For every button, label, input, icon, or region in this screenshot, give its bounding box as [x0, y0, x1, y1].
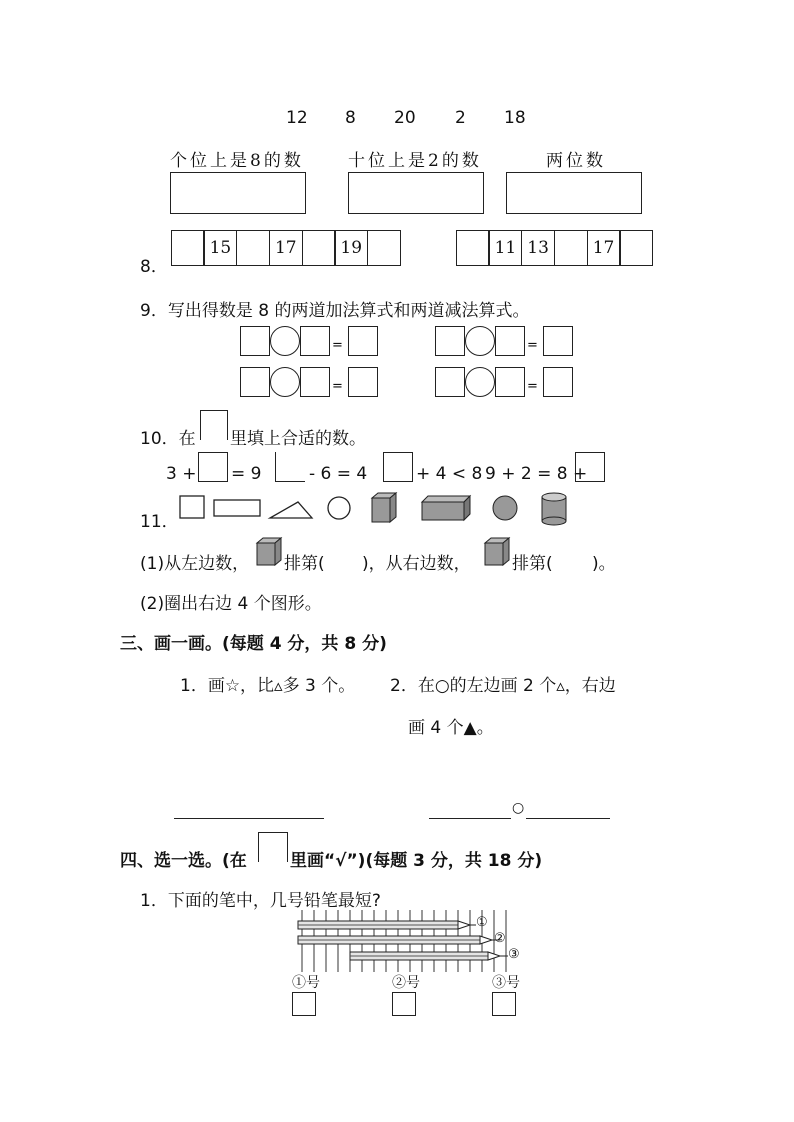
- operator-circle[interactable]: [465, 326, 495, 356]
- number-item: 20: [394, 108, 416, 128]
- cube-shape: [372, 493, 396, 522]
- sequence-cell: 17: [587, 230, 621, 266]
- circle-mark: ○: [512, 800, 525, 816]
- section3-item1: 1．画☆，比▵多 3 个。: [180, 676, 356, 696]
- number-item: 12: [286, 108, 308, 128]
- sphere-shape: [493, 496, 517, 520]
- answer-box[interactable]: [575, 452, 605, 482]
- category-answer-box[interactable]: [170, 172, 306, 214]
- pencil-label: ③: [508, 947, 520, 962]
- answer-box[interactable]: [198, 452, 228, 482]
- operand-box[interactable]: [240, 326, 270, 356]
- equals-sign: =: [527, 379, 538, 394]
- sequence-cell[interactable]: [367, 230, 401, 266]
- eq2-right: - 6 = 4: [309, 464, 368, 484]
- q11-part1-c: )，从右边数，: [362, 554, 471, 574]
- sequence-cell: 15: [203, 230, 237, 266]
- shapes-row: [176, 490, 536, 526]
- cube-icon: [254, 536, 284, 566]
- sequence-cell: 11: [488, 230, 522, 266]
- q11-part2: (2)圈出右边 4 个图形。: [140, 594, 322, 614]
- operator-circle[interactable]: [270, 326, 300, 356]
- section4-q1: 1．下面的笔中，几号铅笔最短?: [140, 891, 381, 911]
- eq1-right: = 9: [231, 464, 262, 484]
- operator-circle[interactable]: [270, 367, 300, 397]
- square-shape: [180, 496, 204, 518]
- option-checkbox-3[interactable]: [492, 992, 516, 1016]
- q11-part1-a: (1)从左边数，: [140, 554, 250, 574]
- q8-label: 8．: [140, 257, 168, 277]
- q11-part1-e: )。: [592, 554, 616, 574]
- option-label: ③号: [492, 975, 520, 991]
- category-label: 两位数: [546, 151, 606, 171]
- result-box[interactable]: [543, 326, 573, 356]
- q11-part1-b: 排第(: [284, 554, 325, 574]
- result-box[interactable]: [543, 367, 573, 397]
- circle-shape: [328, 497, 350, 519]
- sequence-cell[interactable]: [236, 230, 270, 266]
- result-box[interactable]: [348, 326, 378, 356]
- operand-box[interactable]: [240, 367, 270, 397]
- q10-prefix: 10．在: [140, 429, 196, 449]
- checkbox-icon: [258, 832, 288, 862]
- operand-box[interactable]: [495, 367, 525, 397]
- eq1-left: 3 +: [166, 464, 197, 484]
- number-item: 18: [504, 108, 526, 128]
- cube-icon: [482, 536, 512, 566]
- option-checkbox-1[interactable]: [292, 992, 316, 1016]
- section3-title: 三、画一画。(每题 4 分，共 8 分): [120, 634, 387, 654]
- triangle-shape: [270, 502, 312, 518]
- option-label: ①号: [292, 975, 320, 991]
- rectangle-shape: [214, 500, 260, 516]
- number-item: 2: [455, 108, 466, 128]
- answer-box[interactable]: [383, 452, 413, 482]
- category-answer-box[interactable]: [348, 172, 484, 214]
- sequence-cell[interactable]: [171, 230, 205, 266]
- sequence-cell: 19: [334, 230, 368, 266]
- category-label: 个位上是8的数: [170, 151, 304, 171]
- section4-title-a: 四、选一选。(在: [120, 851, 247, 871]
- q9-text: 9．写出得数是 8 的两道加法算式和两道减法算式。: [140, 301, 530, 321]
- equals-sign: =: [332, 338, 343, 353]
- pencil-label: ②: [494, 931, 506, 946]
- pencil-1: [298, 921, 476, 929]
- operator-circle[interactable]: [465, 367, 495, 397]
- category-answer-box[interactable]: [506, 172, 642, 214]
- option-checkbox-2[interactable]: [392, 992, 416, 1016]
- cylinder-shape: [538, 492, 572, 526]
- eq3-right: + 4 < 8: [416, 464, 483, 484]
- drawing-line-left[interactable]: [429, 818, 511, 819]
- drawing-line-right[interactable]: [526, 818, 610, 819]
- section3-item2-a: 2．在○的左边画 2 个▵，右边: [390, 676, 616, 696]
- sequence-cell: 13: [521, 230, 555, 266]
- pencil-2: [298, 936, 500, 944]
- sequence-cell[interactable]: [302, 230, 336, 266]
- equals-sign: =: [332, 379, 343, 394]
- sequence-cell[interactable]: [554, 230, 588, 266]
- operand-box[interactable]: [435, 367, 465, 397]
- result-box[interactable]: [348, 367, 378, 397]
- pencil-label: ①: [476, 915, 488, 930]
- number-item: 8: [345, 108, 356, 128]
- category-label: 十位上是2的数: [348, 151, 482, 171]
- q10-suffix: 里填上合适的数。: [230, 429, 366, 449]
- option-label: ②号: [392, 975, 420, 991]
- section3-item2-b: 画 4 个▲。: [408, 718, 494, 738]
- operand-box[interactable]: [495, 326, 525, 356]
- equals-sign: =: [527, 338, 538, 353]
- cuboid-shape: [422, 496, 470, 520]
- eq4-left: 9 + 2 = 8 +: [485, 464, 588, 484]
- operand-box[interactable]: [435, 326, 465, 356]
- sequence-row-1: [172, 230, 401, 266]
- sequence-row-2: [457, 230, 653, 266]
- answer-box[interactable]: [275, 452, 305, 482]
- operand-box[interactable]: [300, 367, 330, 397]
- pencil-3: [350, 952, 508, 960]
- inline-blank-box: [200, 410, 228, 440]
- operand-box[interactable]: [300, 326, 330, 356]
- sequence-cell[interactable]: [619, 230, 653, 266]
- q11-part1-d: 排第(: [512, 554, 553, 574]
- sequence-cell: 17: [269, 230, 303, 266]
- sequence-cell[interactable]: [456, 230, 490, 266]
- section4-title-b: 里画“√”)(每题 3 分，共 18 分): [290, 851, 543, 871]
- q11-label: 11．: [140, 512, 179, 532]
- drawing-line[interactable]: [174, 818, 324, 819]
